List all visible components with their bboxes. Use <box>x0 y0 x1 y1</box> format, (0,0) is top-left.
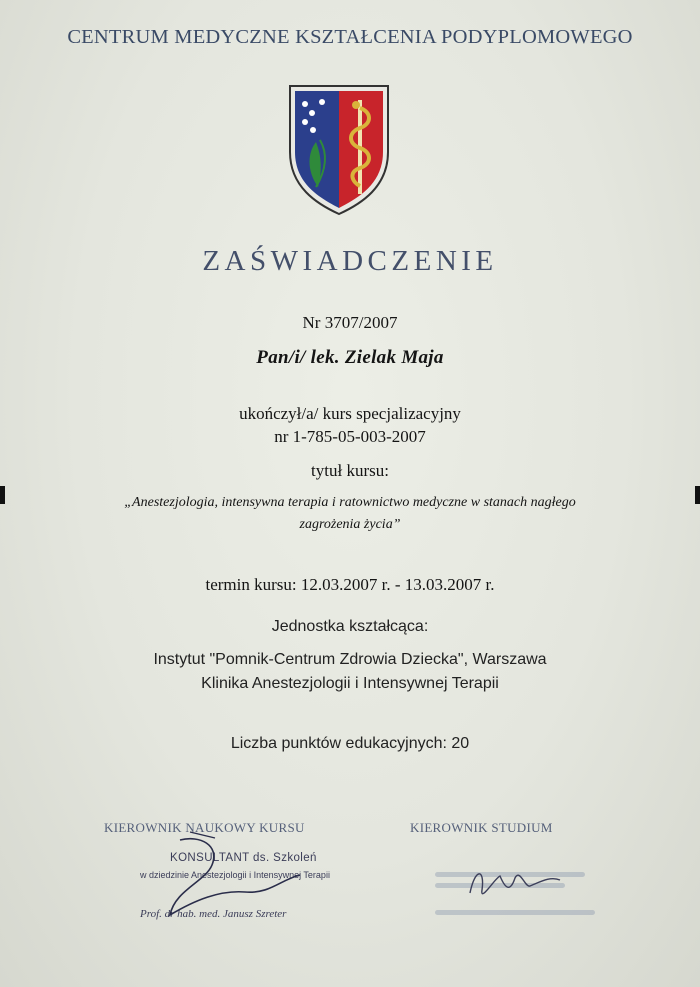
certificate-number: Nr 3707/2007 <box>302 313 398 332</box>
clinic-name: Klinika Anestezjologii i Intensywnej Terapii <box>201 675 499 692</box>
course-title <box>0 492 700 536</box>
course-title-label: tytuł kursu: <box>311 461 389 480</box>
course-title-line-1: „Anestezjologia, intensywna terapia i ratownictwo medyczne w stanach nagłego <box>124 495 576 510</box>
course-title-line-2: zagrożenia życia” <box>299 517 401 532</box>
training-unit-label: Jednostka kształcąca: <box>271 618 429 635</box>
crest-emblem-icon <box>286 82 392 218</box>
institute-name: Instytut "Pomnik-Centrum Zdrowia Dziecka", Warszawa <box>153 651 547 668</box>
course-term: termin kursu: 12.03.2007 r. - 13.03.2007 r. <box>205 575 495 594</box>
course-number: nr 1-785-05-003-2007 <box>274 427 426 446</box>
completed-course-line: ukończył/a/ kurs specjalizacyjny <box>239 404 461 423</box>
signature-left-icon <box>150 820 350 930</box>
study-director-heading: KIEROWNIK STUDIUM <box>410 820 553 835</box>
education-points: Liczba punktów edukacyjnych: 20 <box>230 735 470 752</box>
consultant-stamp-line-1: KONSULTANT ds. Szkoleń <box>170 852 317 864</box>
institution-header: CENTRUM MEDYCZNE KSZTAŁCENIA PODYPLOMOWEGO <box>67 26 633 48</box>
consultant-stamp-line-2: w dziedzinie Anestezjologii i Intensywnej Terapii <box>140 870 330 880</box>
document-title: ZAŚWIADCZENIE <box>202 245 498 277</box>
consultant-stamp-line-3: Prof. dr hab. med. Janusz Szreter <box>140 908 287 920</box>
right-edge-mark <box>695 486 700 504</box>
scientific-director-heading: KIEROWNIK NAUKOWY KURSU <box>104 820 305 835</box>
left-edge-mark <box>0 486 5 504</box>
signature-right-icon <box>460 858 570 908</box>
recipient-name: Pan/i/ lek. Zielak Maja <box>256 347 444 368</box>
